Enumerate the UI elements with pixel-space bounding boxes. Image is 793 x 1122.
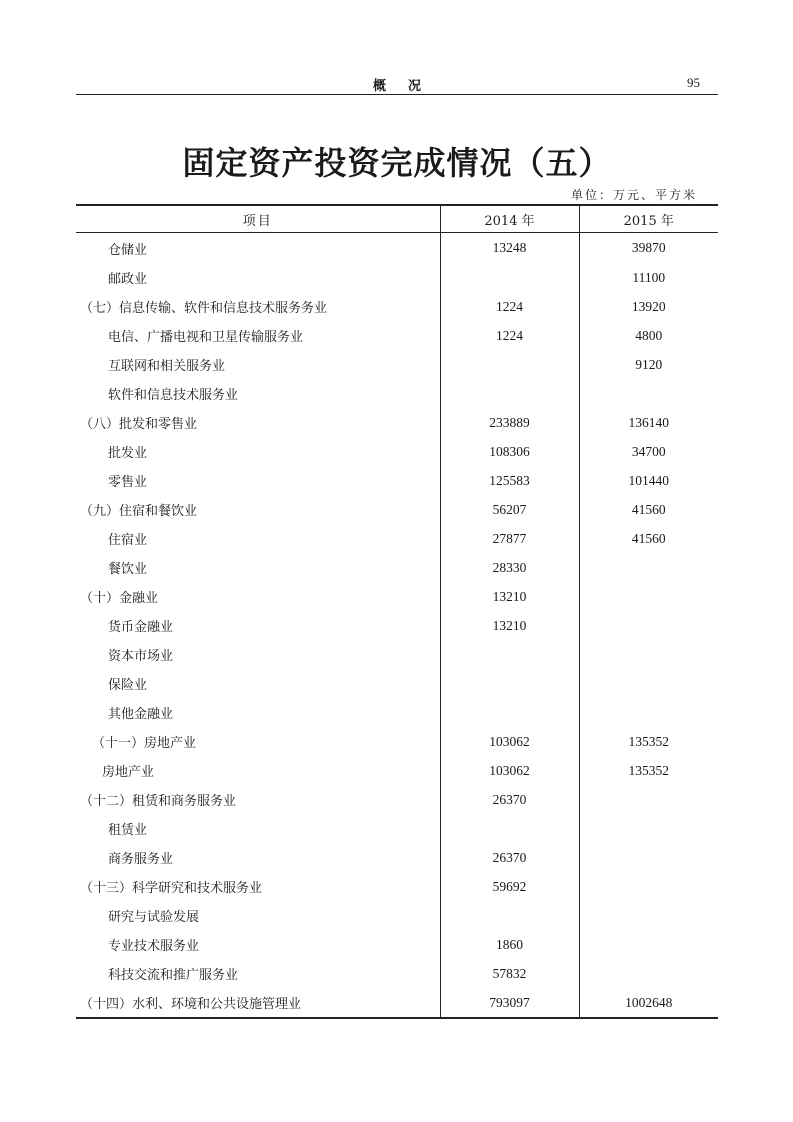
- row-item: 商务服务业: [108, 852, 174, 867]
- row-value-2014: [440, 350, 579, 379]
- table-row: [76, 350, 718, 379]
- row-value-2014: 13210: [440, 611, 579, 640]
- row-item: 其他金融业: [108, 707, 174, 722]
- row-value-2015: [579, 814, 718, 843]
- row-value-2015: [579, 698, 718, 727]
- row-value-2014: [440, 263, 579, 292]
- column-header-2015: 2015 年: [579, 205, 718, 233]
- row-value-2015: [579, 872, 718, 901]
- table-row: [76, 872, 718, 901]
- unit-note: 单位：万元、平方米: [570, 188, 697, 202]
- table-row: [76, 785, 718, 814]
- row-value-2014: 56207: [440, 495, 579, 524]
- row-value-2014: 28330: [440, 553, 579, 582]
- row-value-2014: 1860: [440, 930, 579, 959]
- row-item: 科技交流和推广服务业: [108, 968, 239, 983]
- table-row: [76, 408, 718, 437]
- table-row: [76, 263, 718, 292]
- row-value-2014: 103062: [440, 727, 579, 756]
- row-item: （十四）水利、环境和公共设施管理业: [76, 988, 440, 1018]
- table-row: [76, 640, 718, 669]
- row-value-2015: [579, 669, 718, 698]
- row-value-2014: 27877: [440, 524, 579, 553]
- table-row: [76, 321, 718, 350]
- row-item: 餐饮业: [108, 562, 148, 577]
- row-value-2014: [440, 379, 579, 408]
- table-row: [76, 843, 718, 872]
- row-value-2014: 793097: [440, 988, 579, 1018]
- table-row: [76, 553, 718, 582]
- row-item: 电信、广播电视和卫星传输服务业: [108, 330, 304, 345]
- table-row: [76, 582, 718, 611]
- row-value-2015: [579, 901, 718, 930]
- row-value-2014: 108306: [440, 437, 579, 466]
- page-number: 95: [687, 75, 700, 90]
- row-value-2014: 103062: [440, 756, 579, 785]
- row-value-2014: 125583: [440, 466, 579, 495]
- row-item: （十一）房地产业: [92, 736, 197, 751]
- row-value-2014: [440, 669, 579, 698]
- row-value-2014: 13210: [440, 582, 579, 611]
- row-value-2014: 57832: [440, 959, 579, 988]
- row-item: 货币金融业: [108, 620, 174, 635]
- row-item: 房地产业: [102, 765, 155, 780]
- row-value-2015: 135352: [579, 756, 718, 785]
- row-value-2015: 13920: [579, 292, 718, 321]
- row-item: 专业技术服务业: [108, 939, 200, 954]
- table-row: [76, 466, 718, 495]
- table-row: [76, 524, 718, 553]
- row-value-2015: [579, 843, 718, 872]
- row-value-2015: 101440: [579, 466, 718, 495]
- row-item: 住宿业: [108, 533, 148, 548]
- row-item: （九）住宿和餐饮业: [80, 504, 198, 519]
- row-item: 软件和信息技术服务业: [108, 388, 239, 403]
- row-value-2014: 59692: [440, 872, 579, 901]
- row-value-2015: 34700: [579, 437, 718, 466]
- row-item: 研究与试验发展: [108, 910, 200, 925]
- row-item: 仓储业: [108, 242, 148, 258]
- row-value-2015: 4800: [579, 321, 718, 350]
- row-value-2014: 13248: [440, 233, 579, 264]
- table-row: [76, 930, 718, 959]
- row-value-2015: [579, 785, 718, 814]
- table-row: [76, 756, 718, 785]
- table-row: [76, 698, 718, 727]
- row-item: 批发业: [108, 446, 148, 461]
- row-item: 租赁业: [108, 823, 148, 838]
- table-row: [76, 379, 718, 408]
- table-header-row: [76, 205, 718, 233]
- table-row: [76, 292, 718, 321]
- row-item: （七）信息传输、软件和信息技术服务务业: [80, 301, 328, 316]
- row-item: 保险业: [108, 678, 148, 693]
- row-value-2015: 136140: [579, 408, 718, 437]
- row-value-2015: 11100: [579, 263, 718, 292]
- section-name: 概况: [372, 79, 443, 94]
- row-item: 邮政业: [108, 272, 148, 287]
- row-value-2014: [440, 901, 579, 930]
- row-value-2015: [579, 582, 718, 611]
- table-row: [76, 814, 718, 843]
- row-value-2015: [579, 379, 718, 408]
- row-value-2014: 1224: [440, 321, 579, 350]
- running-header: [76, 74, 718, 95]
- page-title: 固定资产投资完成情况（五）: [182, 144, 612, 182]
- row-value-2014: [440, 698, 579, 727]
- row-value-2015: 41560: [579, 524, 718, 553]
- row-value-2015: 135352: [579, 727, 718, 756]
- row-value-2014: [440, 814, 579, 843]
- row-value-2015: 1002648: [579, 988, 718, 1018]
- row-value-2015: [579, 553, 718, 582]
- row-value-2015: 9120: [579, 350, 718, 379]
- row-value-2014: [440, 640, 579, 669]
- table-row: [76, 959, 718, 988]
- row-value-2015: [579, 611, 718, 640]
- row-value-2015: [579, 959, 718, 988]
- row-value-2015: [579, 640, 718, 669]
- column-header-item: 项目: [76, 205, 440, 233]
- table-row: [76, 727, 718, 756]
- column-header-2014: 2014 年: [440, 205, 579, 233]
- table-row: [76, 988, 718, 1018]
- table-row: [76, 901, 718, 930]
- row-item: 资本市场业: [108, 649, 174, 664]
- table-row: [76, 611, 718, 640]
- table-row: [76, 669, 718, 698]
- investment-table: [76, 204, 718, 1019]
- row-item: 零售业: [108, 475, 148, 490]
- row-item: （十二）租赁和商务服务业: [80, 794, 237, 809]
- row-value-2015: 39870: [579, 233, 718, 264]
- table-row: [76, 495, 718, 524]
- row-value-2014: 1224: [440, 292, 579, 321]
- row-value-2014: 233889: [440, 408, 579, 437]
- table-row: [76, 437, 718, 466]
- row-item: （十）金融业: [80, 591, 159, 606]
- row-value-2015: 41560: [579, 495, 718, 524]
- row-item: （十三）科学研究和技术服务业: [80, 881, 263, 896]
- row-item: 互联网和相关服务业: [108, 359, 226, 374]
- row-value-2015: [579, 930, 718, 959]
- table-row: [76, 233, 718, 264]
- row-item: （八）批发和零售业: [80, 417, 198, 432]
- row-value-2014: 26370: [440, 843, 579, 872]
- row-value-2014: 26370: [440, 785, 579, 814]
